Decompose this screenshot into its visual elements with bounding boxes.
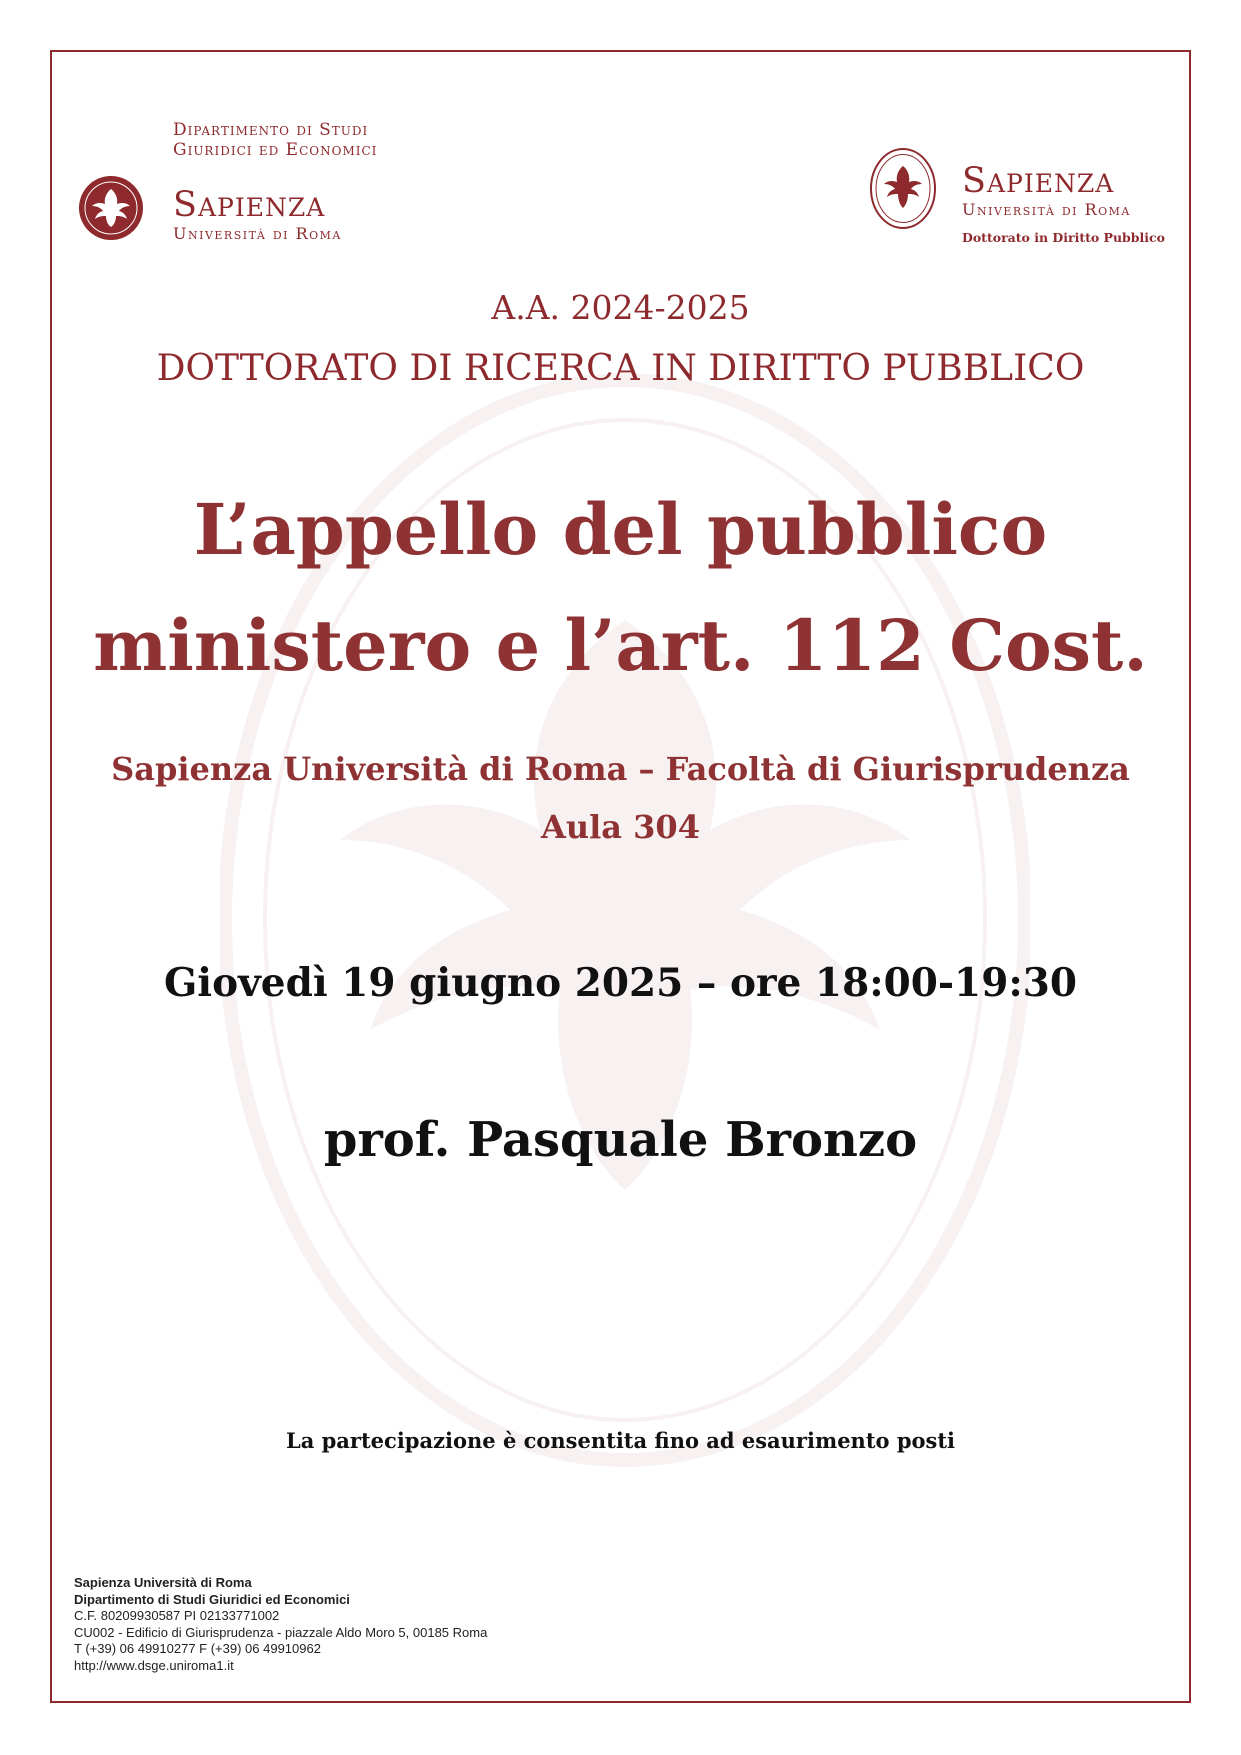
sapienza-seal-icon <box>870 148 936 229</box>
academic-year: A.A. 2024-2025 <box>491 288 750 327</box>
department-name-line1: Dipartimento di Studi <box>173 120 369 140</box>
footer-tax-codes: C.F. 80209930587 PI 02133771002 <box>74 1608 280 1623</box>
doctorate-logo <box>870 148 1170 258</box>
footer-department: Dipartimento di Studi Giuridici ed Economici <box>74 1591 350 1607</box>
footer-address: CU002 - Edificio di Giurisprudenza - piazzale Aldo Moro 5, 00185 Roma <box>74 1624 488 1640</box>
sapienza-seal-icon <box>78 175 144 241</box>
event-title <box>50 472 1191 704</box>
department-logo <box>78 120 418 260</box>
footer-contact-block <box>74 1575 487 1674</box>
universita-di-roma-label: Università di Roma <box>173 224 342 243</box>
sapienza-wordmark: Sapienza <box>962 161 1115 201</box>
footer-phone-fax: T (+39) 06 49910277 F (+39) 06 49910962 <box>74 1641 321 1656</box>
venue-line2: Aula 304 <box>541 808 700 846</box>
event-title-line1: L’appello del pubblico <box>193 488 1048 571</box>
attendance-note: La partecipazione è consentita fino ad esaurimento posti <box>285 1428 956 1453</box>
footer-website-link[interactable]: http://www.dsge.uniroma1.it <box>74 1657 234 1673</box>
footer-university: Sapienza Università di Roma <box>74 1575 252 1590</box>
venue-line1: Sapienza Università di Roma – Facoltà di Giurisprudenza <box>111 750 1130 788</box>
event-venue <box>50 740 1191 856</box>
doctorate-program-label: Dottorato in Diritto Pubblico <box>962 230 1165 245</box>
event-datetime: Giovedì 19 giugno 2025 – ore 18:00-19:30 <box>164 960 1077 1006</box>
speaker-name: prof. Pasquale Bronzo <box>323 1112 918 1168</box>
event-title-line2: ministero e l’art. 112 Cost. <box>93 604 1148 687</box>
universita-di-roma-label: Università di Roma <box>962 200 1131 219</box>
department-name-line2: Giuridici ed Economici <box>173 140 378 160</box>
sapienza-wordmark: Sapienza <box>173 185 326 225</box>
program-heading: DOTTORATO DI RICERCA IN DIRITTO PUBBLICO <box>156 348 1085 389</box>
